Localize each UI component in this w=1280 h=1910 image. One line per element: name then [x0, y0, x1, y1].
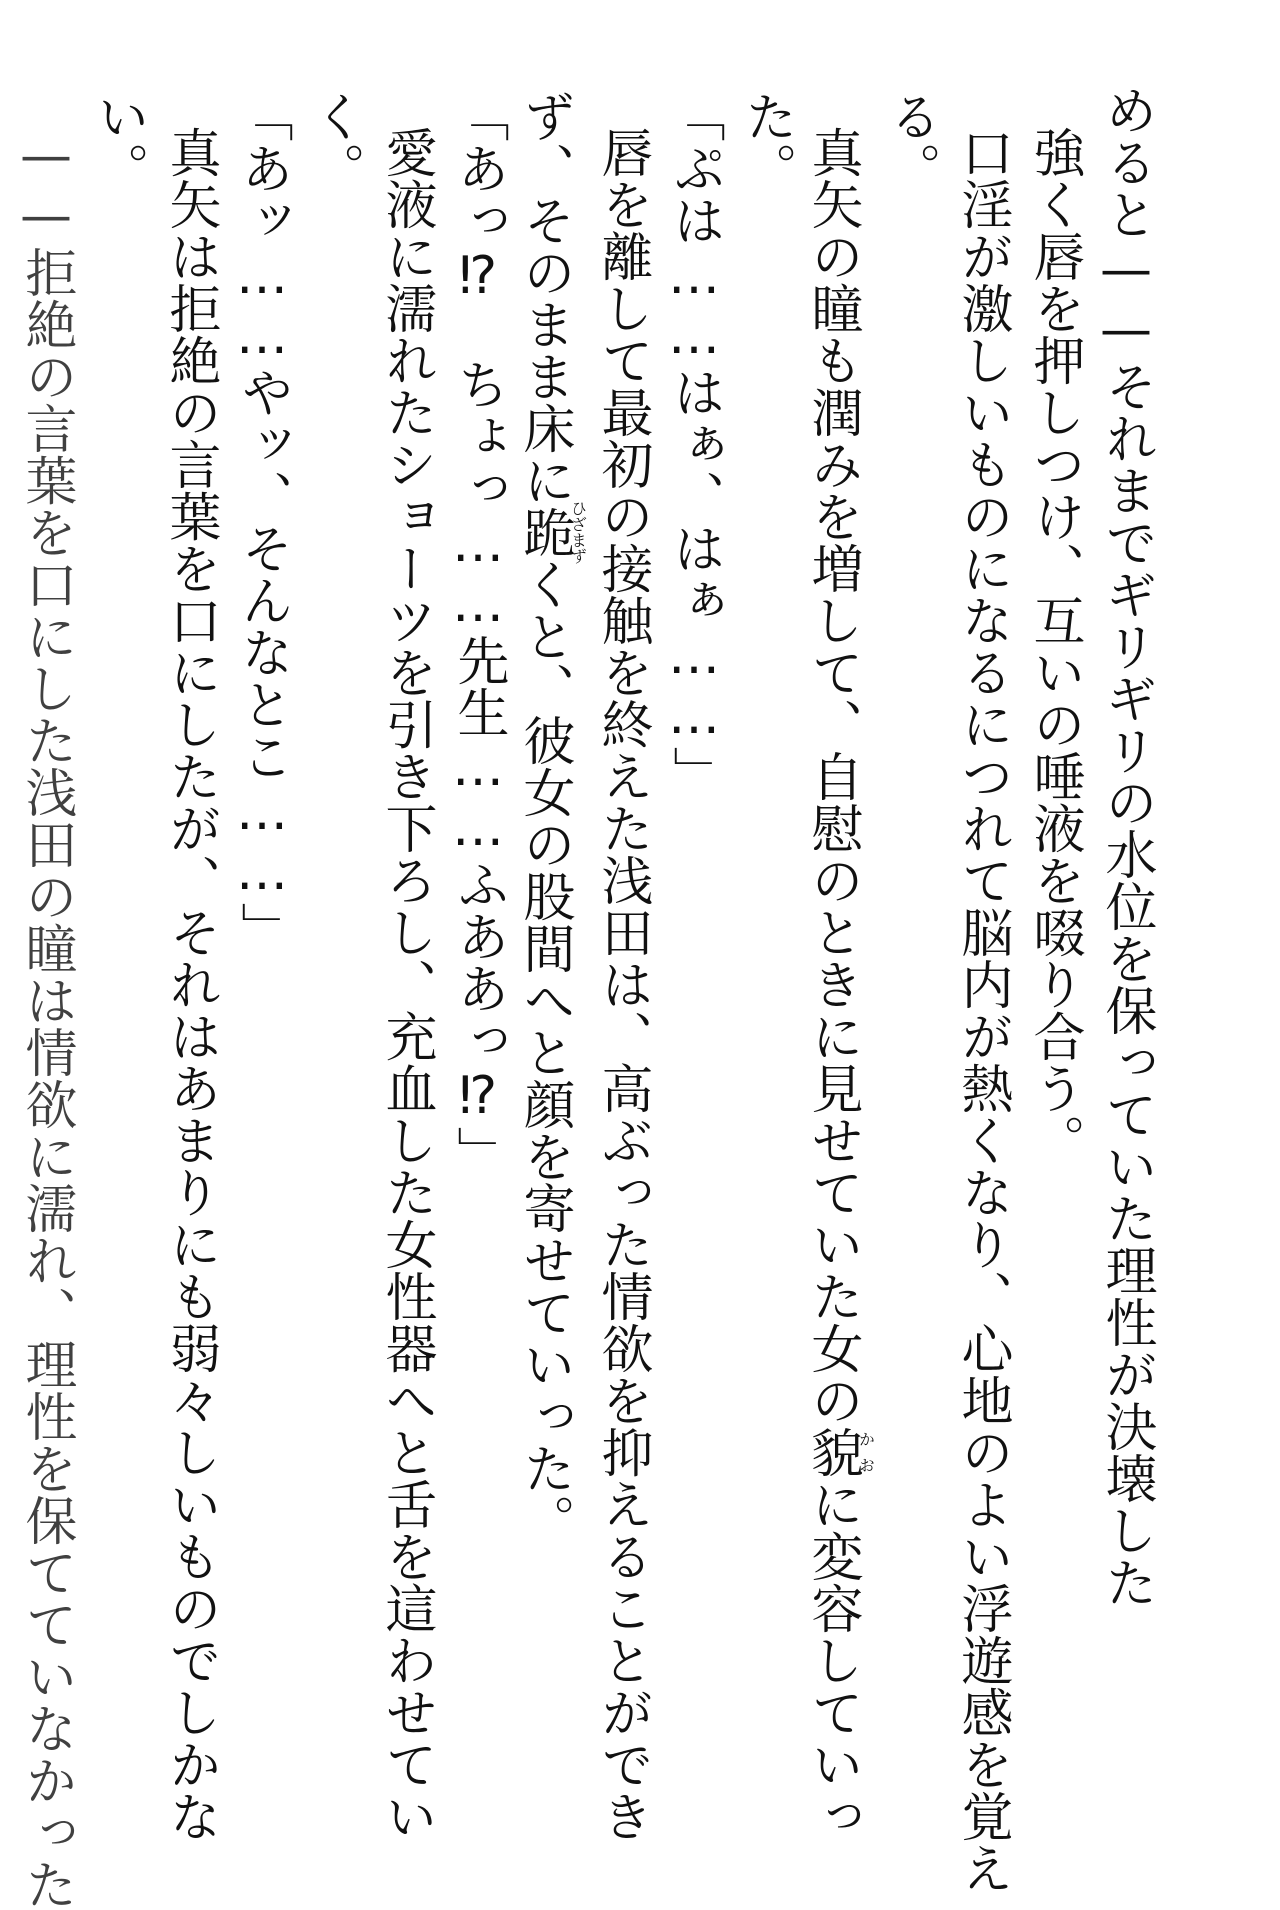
text-line: 真矢の瞳も潤みを増して、自慰のときに見せていた女の貌かおに変容していっ	[802, 126, 876, 1842]
text-line: く。	[304, 90, 364, 194]
text-line: 唇を離して最初の接触を終えた浅田は、高ぶった情欲を抑えることができ	[592, 126, 652, 1842]
text-line: 強く唇を押しつけ、互いの唾液を啜り合う。	[1024, 126, 1084, 1166]
ruby-annotation: 貌かお	[802, 1426, 876, 1478]
text-line: 「あッ……やッ、そんなとこ……」	[232, 90, 292, 954]
text-line: 「ぷは……はぁ、はぁ……」	[664, 90, 724, 798]
text-line: めると——それまでギリギリの水位を保っていた理性が決壊した	[1096, 84, 1156, 1608]
text-line: ず、そのまま床に跪ひざまずくと、彼女の股間へと顔を寄せていった。	[514, 90, 588, 1546]
text-line: ——拒絶の言葉を口にした浅田の瞳は情欲に濡れ、理性を保てていなかった	[16, 126, 76, 1910]
text-line: い。	[88, 90, 148, 194]
text-line: た。	[736, 90, 796, 194]
text-line: 「あっ⁉ ちょっ……先生……ふああっ⁉」	[448, 90, 508, 1178]
text-line: 愛液に濡れたショーツを引き下ろし、充血した女性器へと舌を這わせてい	[376, 126, 436, 1842]
text-line: 真矢は拒絶の言葉を口にしたが、それはあまりにも弱々しいものでしかな	[160, 126, 220, 1842]
ruby-annotation: 跪ひざまず	[514, 500, 588, 564]
text-line: 口淫が激しいものになるにつれて脳内が熱くなり、心地のよい浮遊感を覚え	[952, 126, 1012, 1894]
text-line: る。	[880, 90, 940, 194]
